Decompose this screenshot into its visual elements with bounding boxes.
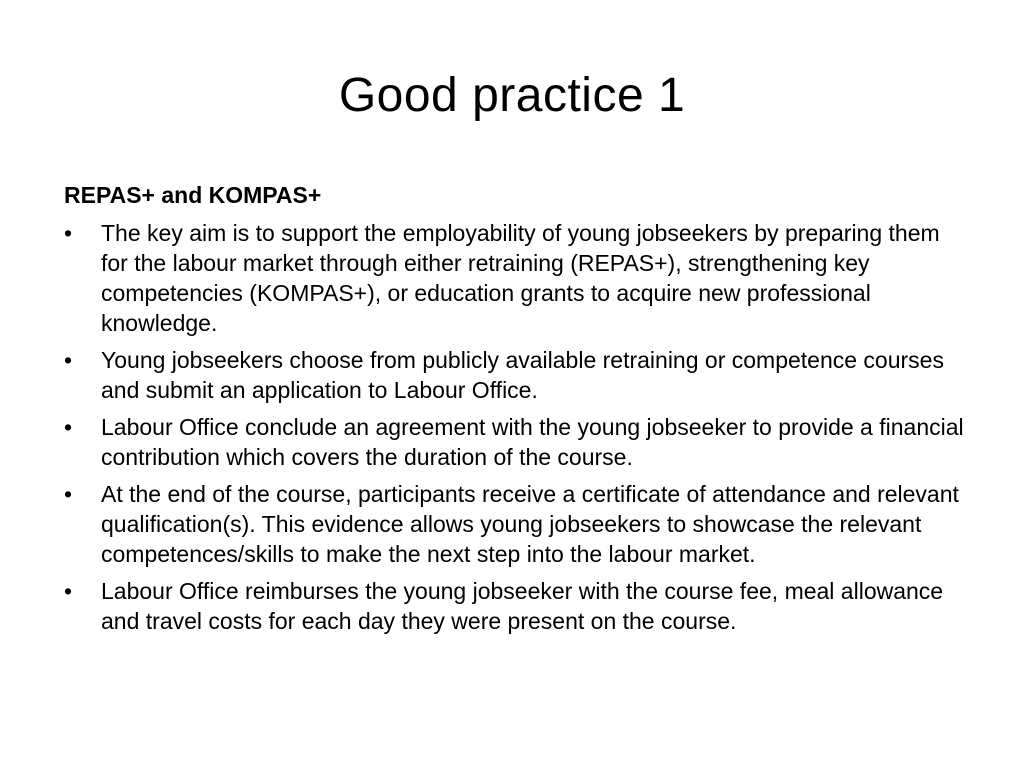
bullet-item: [64, 576, 964, 636]
bullet-text: Labour Office conclude an agreement with the young jobseeker to provide a financial contribution which covers the duration of the course.: [101, 414, 964, 470]
bullet-icon: •: [64, 578, 73, 604]
bullet-text: The key aim is to support the employability of young jobseekers by preparing them for the labour market through either retraining (REPAS+), strengthening key competencies (KOMPAS+), or education grants to acquire new professional knowledge.: [101, 220, 940, 336]
bullet-item: [64, 345, 964, 405]
bullet-item: [64, 412, 964, 472]
section-subheading: REPAS+ and KOMPAS+: [64, 182, 322, 208]
bullet-list: [64, 218, 964, 636]
bullet-text: Young jobseekers choose from publicly available retraining or competence courses and submit an application to Labour Office.: [101, 347, 944, 403]
bullet-icon: •: [64, 347, 73, 373]
bullet-item: [64, 218, 964, 338]
slide-title: Good practice 1: [338, 69, 686, 122]
slide-content: [64, 180, 964, 643]
bullet-item: [64, 479, 964, 569]
bullet-icon: •: [64, 220, 73, 246]
bullet-icon: •: [64, 414, 73, 440]
bullet-icon: •: [64, 481, 73, 507]
bullet-text: At the end of the course, participants receive a certificate of attendance and relevant qualification(s). This evidence allows young jobseekers to showcase the relevant competences/skills to make the next step into the labour market.: [101, 481, 959, 567]
bullet-text: Labour Office reimburses the young jobseeker with the course fee, meal allowance and travel costs for each day they were present on the course.: [101, 578, 944, 634]
